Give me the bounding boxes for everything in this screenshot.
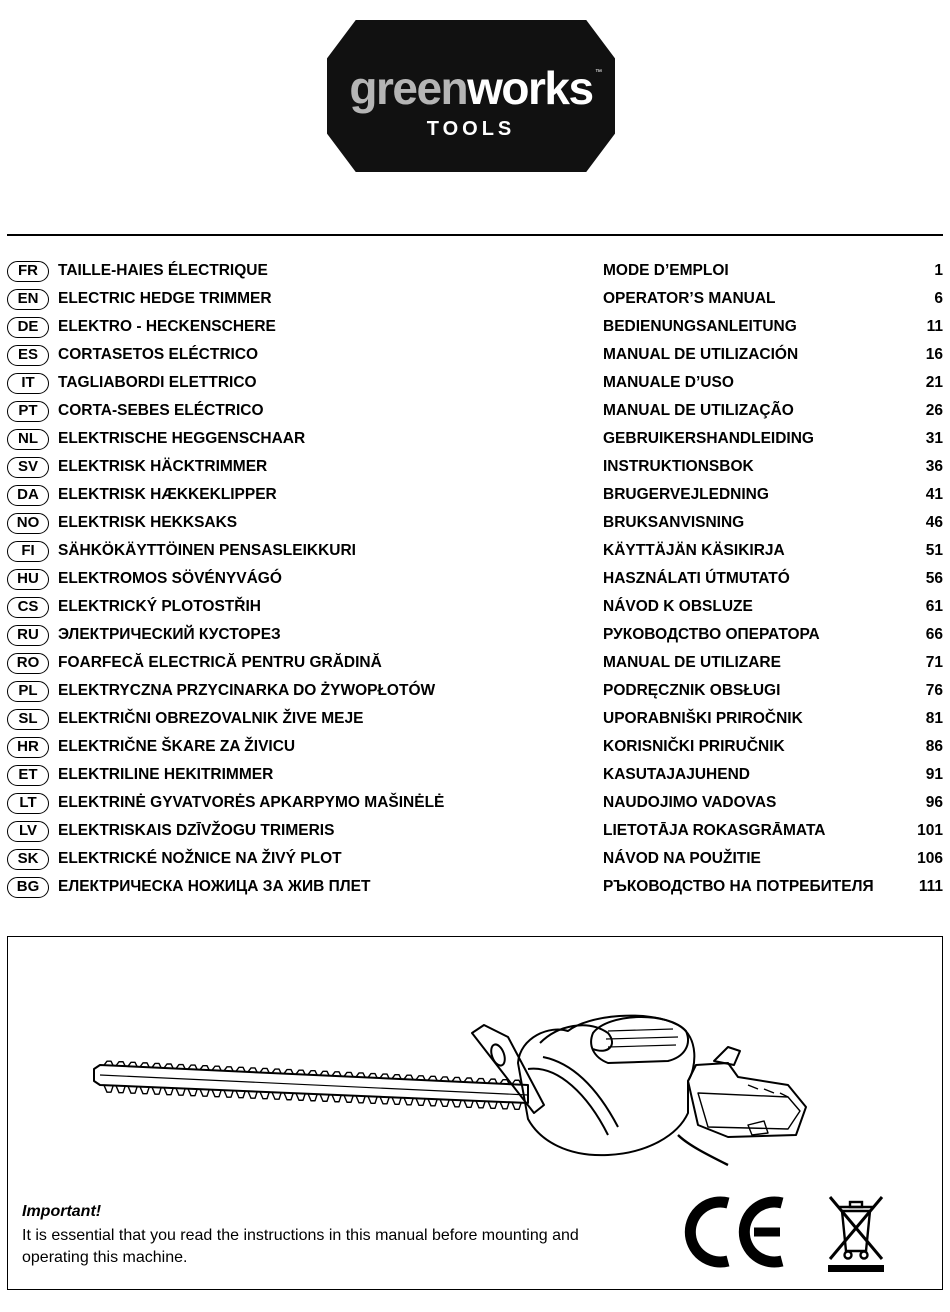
manual-title: LIETOTĀJA ROKASGRĀMATA	[603, 822, 826, 839]
toc-row-sv	[7, 454, 943, 482]
product-title: TAGLIABORDI ELETTRICO	[58, 374, 257, 391]
page-number: 11	[926, 318, 943, 335]
manual-title: РУКОВОДСТВО ОПЕРАТОРА	[603, 626, 820, 643]
toc-row-hr	[7, 734, 943, 762]
manual-title: KÄYTTÄJÄN KÄSIKIRJA	[603, 542, 785, 559]
language-code: LV	[7, 821, 49, 842]
product-title: ELEKTRYCZNA PRZYCINARKA DO ŻYWOPŁOTÓW	[58, 682, 436, 699]
page-number: 71	[925, 654, 943, 671]
product-title: ELEKTRILINE HEKITRIMMER	[58, 766, 274, 783]
page-number: 6	[934, 290, 943, 307]
toc-row-da	[7, 482, 943, 510]
language-code: HU	[7, 569, 49, 590]
language-code: DA	[7, 485, 49, 506]
product-title: ELEKTRO - HECKENSCHERE	[58, 318, 276, 335]
page-number: 96	[925, 794, 943, 811]
page-number: 21	[925, 374, 943, 391]
toc-row-no	[7, 510, 943, 538]
language-code: PL	[7, 681, 49, 702]
language-code: ET	[7, 765, 49, 786]
product-title: ELEKTRINĖ GYVATVORĖS APKARPYMO MAŠINĖLĖ	[58, 794, 445, 811]
svg-text:greenworks: greenworks	[349, 62, 593, 114]
product-title: ELEKTRISK HÄCKTRIMMER	[58, 458, 268, 475]
product-title: ELEKTRISK HÆKKEKLIPPER	[58, 486, 277, 503]
toc-row-lv	[7, 818, 943, 846]
language-code: FI	[7, 541, 49, 562]
manual-title: NÁVOD K OBSLUZE	[603, 598, 753, 615]
product-title: ELECTRIC HEDGE TRIMMER	[58, 290, 272, 307]
page-number: 56	[925, 570, 943, 587]
language-code: RU	[7, 625, 49, 646]
product-title: ЕЛЕКТРИЧЕСКА НОЖИЦА ЗА ЖИВ ПЛЕТ	[58, 878, 371, 895]
product-title: ЭЛЕКТРИЧЕСКИЙ КУСТОРЕЗ	[58, 626, 281, 643]
manual-title: KORISNIČKI PRIRUČNIK	[603, 738, 785, 755]
language-code: SL	[7, 709, 49, 730]
important-title: Important!	[22, 1203, 102, 1220]
product-title: FOARFECĂ ELECTRICĂ PENTRU GRĂDINĂ	[58, 654, 382, 671]
product-title: ELEKTROMOS SÖVÉNYVÁGÓ	[58, 570, 282, 587]
manual-title: NÁVOD NA POUŽITIE	[603, 850, 761, 867]
toc-row-cs	[7, 594, 943, 622]
manual-title: NAUDOJIMO VADOVAS	[603, 794, 777, 811]
toc-row-sl	[7, 706, 943, 734]
page-number: 31	[925, 430, 943, 447]
product-title: ELEKTRICKÉ NOŽNICE NA ŽIVÝ PLOT	[58, 850, 342, 867]
page-number: 66	[925, 626, 943, 643]
toc-row-fi	[7, 538, 943, 566]
manual-title: UPORABNIŠKI PRIROČNIK	[603, 710, 803, 727]
manual-title: BRUGERVEJLEDNING	[603, 486, 769, 503]
toc-row-ru	[7, 622, 943, 650]
crossed-out-wheelie-bin-icon	[824, 1193, 888, 1273]
page-number: 26	[925, 402, 943, 419]
manual-title: GEBRUIKERSHANDLEIDING	[603, 430, 814, 447]
page-number: 1	[934, 262, 943, 279]
manual-title: HASZNÁLATI ÚTMUTATÓ	[603, 570, 790, 587]
page-number: 46	[925, 514, 943, 531]
product-title: ELEKTRISK HEKKSAKS	[58, 514, 238, 531]
page-number: 51	[925, 542, 943, 559]
language-code: NO	[7, 513, 49, 534]
language-code: CS	[7, 597, 49, 618]
language-code: SK	[7, 849, 49, 870]
language-code: SV	[7, 457, 49, 478]
ce-mark-icon	[684, 1195, 788, 1269]
toc-row-en	[7, 286, 943, 314]
header-rule	[7, 234, 943, 236]
manual-title: INSTRUKTIONSBOK	[603, 458, 754, 475]
language-code: HR	[7, 737, 49, 758]
manual-title: BRUKSANVISNING	[603, 514, 745, 531]
language-code: LT	[7, 793, 49, 814]
greenworks-logo	[327, 20, 615, 172]
toc-row-pt	[7, 398, 943, 426]
product-title: ELEKTRISCHE HEGGENSCHAAR	[58, 430, 306, 447]
product-title: ELEKTRIČNI OBREZOVALNIK ŽIVE MEJE	[58, 710, 364, 727]
svg-text:™: ™	[595, 69, 602, 76]
manual-title: MANUAL DE UTILIZAÇÃO	[603, 402, 794, 419]
manual-title: MODE D’EMPLOI	[603, 262, 729, 279]
important-text: It is essential that you read the instructions in this manual before mounting and operating this machine.	[22, 1227, 579, 1266]
page-number: 16	[925, 346, 943, 363]
toc-row-et	[7, 762, 943, 790]
language-code: DE	[7, 317, 49, 338]
language-code: NL	[7, 429, 49, 450]
language-code: ES	[7, 345, 49, 366]
manual-title: MANUALE D’USO	[603, 374, 734, 391]
language-code: IT	[7, 373, 49, 394]
page-number: 106	[917, 850, 943, 867]
page-number: 111	[918, 878, 943, 895]
page-number: 91	[925, 766, 943, 783]
product-title: TAILLE-HAIES ÉLECTRIQUE	[58, 262, 268, 279]
product-title: ELEKTRISKAIS DZĪVŽOGU TRIMERIS	[58, 822, 335, 839]
language-code: PT	[7, 401, 49, 422]
toc-row-nl	[7, 426, 943, 454]
toc-row-ro	[7, 650, 943, 678]
manual-title: РЪКОВОДСТВО НА ПОТРЕБИТЕЛЯ	[603, 878, 874, 895]
product-box	[7, 936, 943, 1290]
toc-row-lt	[7, 790, 943, 818]
page-number: 36	[925, 458, 943, 475]
product-title: CORTA-SEBES ELÉCTRICO	[58, 402, 264, 419]
manual-title: OPERATOR’S MANUAL	[603, 290, 776, 307]
language-code: RO	[7, 653, 49, 674]
page-number: 41	[925, 486, 943, 503]
language-code: FR	[7, 261, 49, 282]
manual-title: PODRĘCZNIK OBSŁUGI	[603, 682, 781, 699]
toc-row-de	[7, 314, 943, 342]
product-title: CORTASETOS ELÉCTRICO	[58, 346, 259, 363]
manual-title: BEDIENUNGSANLEITUNG	[603, 318, 797, 335]
product-title: SÄHKÖKÄYTTÖINEN PENSASLEIKKURI	[58, 542, 356, 559]
toc-row-fr	[7, 258, 943, 286]
svg-text:TOOLS: TOOLS	[426, 118, 516, 140]
product-title: ELEKTRIČNE ŠKARE ZA ŽIVICU	[58, 738, 296, 755]
toc-row-pl	[7, 678, 943, 706]
manual-title: KASUTAJAJUHEND	[603, 766, 750, 783]
page-number: 81	[925, 710, 943, 727]
language-code: EN	[7, 289, 49, 310]
toc-row-it	[7, 370, 943, 398]
page-number: 101	[917, 822, 943, 839]
manual-title: MANUAL DE UTILIZACIÓN	[603, 346, 799, 363]
manual-title: MANUAL DE UTILIZARE	[603, 654, 781, 671]
toc-row-es	[7, 342, 943, 370]
page-number: 86	[925, 738, 943, 755]
hedge-trimmer-illustration	[88, 985, 828, 1185]
toc-row-bg	[7, 874, 943, 902]
toc-row-hu	[7, 566, 943, 594]
language-code: BG	[7, 877, 49, 898]
product-title: ELEKTRICKÝ PLOTOSTŘIH	[58, 598, 261, 615]
toc-row-sk	[7, 846, 943, 874]
page-number: 61	[925, 598, 943, 615]
page-number: 76	[925, 682, 943, 699]
